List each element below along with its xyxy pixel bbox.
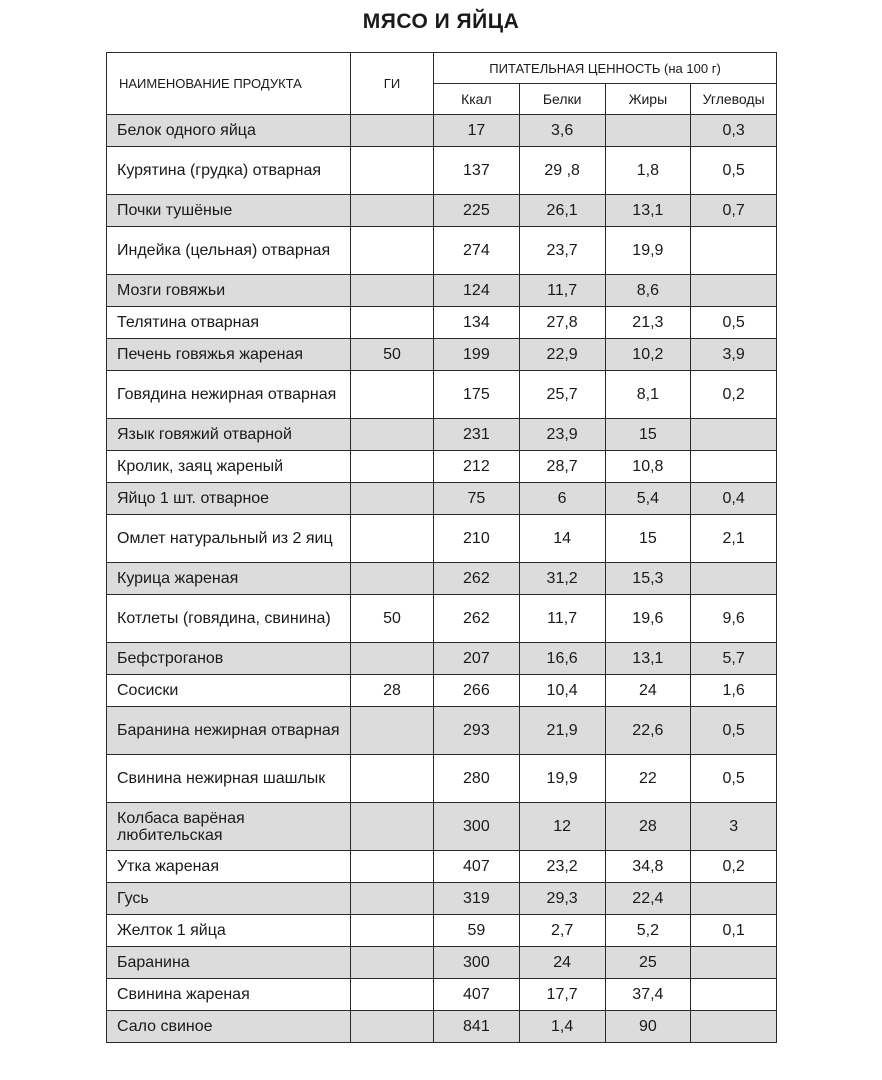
kcal-cell: 75 [434,483,520,515]
kcal-cell: 407 [434,979,520,1011]
table-row [107,307,777,339]
table-row [107,419,777,451]
fat-cell: 37,4 [605,979,691,1011]
table-row [107,371,777,419]
kcal-cell: 210 [434,515,520,563]
carbs-cell [691,947,777,979]
protein-cell: 29 ,8 [519,147,605,195]
protein-cell: 1,4 [519,1011,605,1043]
protein-cell: 16,6 [519,643,605,675]
carbs-cell: 0,5 [691,707,777,755]
fat-cell: 1,8 [605,147,691,195]
fat-cell: 25 [605,947,691,979]
fat-cell: 5,2 [605,915,691,947]
kcal-cell: 134 [434,307,520,339]
protein-cell: 31,2 [519,563,605,595]
product-name-cell: Печень говяжья жареная [107,339,351,371]
fat-cell: 8,1 [605,371,691,419]
protein-cell: 11,7 [519,595,605,643]
product-name-cell: Индейка (цельная) отварная [107,227,351,275]
carbs-cell [691,1011,777,1043]
header-nutrition-group: ПИТАТЕЛЬНАЯ ЦЕННОСТЬ (на 100 г) [434,53,777,84]
carbs-cell: 0,4 [691,483,777,515]
header-kcal: Ккал [434,84,520,115]
carbs-cell [691,451,777,483]
gi-cell [351,563,434,595]
table-row [107,643,777,675]
kcal-cell: 300 [434,803,520,851]
product-name-cell: Гусь [107,883,351,915]
protein-cell: 27,8 [519,307,605,339]
table-row [107,915,777,947]
table-row [107,275,777,307]
fat-cell: 8,6 [605,275,691,307]
protein-cell: 6 [519,483,605,515]
carbs-cell [691,275,777,307]
gi-cell [351,227,434,275]
gi-cell [351,755,434,803]
table-body [107,115,777,1043]
fat-cell: 19,6 [605,595,691,643]
product-name-cell: Курица жареная [107,563,351,595]
table-row [107,595,777,643]
kcal-cell: 212 [434,451,520,483]
fat-cell: 24 [605,675,691,707]
table-row [107,979,777,1011]
product-name-cell: Почки тушёные [107,195,351,227]
kcal-cell: 407 [434,851,520,883]
product-name-cell: Баранина [107,947,351,979]
page-title: МЯСО И ЯЙЦА [362,10,520,33]
table-header [107,53,777,115]
gi-cell [351,115,434,147]
kcal-cell: 59 [434,915,520,947]
protein-cell: 2,7 [519,915,605,947]
carbs-cell [691,227,777,275]
gi-cell [351,947,434,979]
carbs-cell: 2,1 [691,515,777,563]
table-row [107,515,777,563]
gi-cell [351,371,434,419]
carbs-cell [691,883,777,915]
kcal-cell: 293 [434,707,520,755]
carbs-cell: 9,6 [691,595,777,643]
product-name-cell: Яйцо 1 шт. отварное [107,483,351,515]
gi-cell [351,275,434,307]
kcal-cell: 199 [434,339,520,371]
kcal-cell: 225 [434,195,520,227]
table-row [107,803,777,851]
table-row [107,115,777,147]
product-name-cell: Сосиски [107,675,351,707]
gi-cell [351,979,434,1011]
fat-cell: 34,8 [605,851,691,883]
protein-cell: 19,9 [519,755,605,803]
gi-cell [351,515,434,563]
fat-cell: 10,2 [605,339,691,371]
kcal-cell: 841 [434,1011,520,1043]
table-row [107,483,777,515]
protein-cell: 21,9 [519,707,605,755]
protein-cell: 25,7 [519,371,605,419]
table-row [107,339,777,371]
protein-cell: 22,9 [519,339,605,371]
gi-cell [351,643,434,675]
kcal-cell: 231 [434,419,520,451]
product-name-cell: Кролик, заяц жареный [107,451,351,483]
fat-cell: 13,1 [605,643,691,675]
product-name-cell: Свинина жареная [107,979,351,1011]
protein-cell: 3,6 [519,115,605,147]
header-carbs: Углеводы [691,84,777,115]
table-row [107,707,777,755]
fat-cell: 22,6 [605,707,691,755]
fat-cell: 90 [605,1011,691,1043]
fat-cell: 22 [605,755,691,803]
gi-cell: 28 [351,675,434,707]
protein-cell: 26,1 [519,195,605,227]
table-row [107,563,777,595]
carbs-cell [691,419,777,451]
fat-cell: 15 [605,515,691,563]
kcal-cell: 137 [434,147,520,195]
kcal-cell: 262 [434,595,520,643]
product-name-cell: Утка жареная [107,851,351,883]
carbs-cell: 0,5 [691,147,777,195]
table-row [107,195,777,227]
product-name-cell: Баранина нежирная отварная [107,707,351,755]
protein-cell: 23,7 [519,227,605,275]
carbs-cell: 5,7 [691,643,777,675]
carbs-cell: 3 [691,803,777,851]
table-row [107,947,777,979]
table-row [107,755,777,803]
protein-cell: 14 [519,515,605,563]
kcal-cell: 262 [434,563,520,595]
gi-cell [351,1011,434,1043]
fat-cell [605,115,691,147]
kcal-cell: 319 [434,883,520,915]
product-name-cell: Курятина (грудка) отварная [107,147,351,195]
carbs-cell: 0,1 [691,915,777,947]
fat-cell: 19,9 [605,227,691,275]
protein-cell: 17,7 [519,979,605,1011]
protein-cell: 23,2 [519,851,605,883]
gi-cell [351,307,434,339]
kcal-cell: 274 [434,227,520,275]
kcal-cell: 207 [434,643,520,675]
fat-cell: 28 [605,803,691,851]
gi-cell: 50 [351,595,434,643]
table-row [107,675,777,707]
gi-cell [351,419,434,451]
table-row [107,883,777,915]
gi-cell [351,483,434,515]
carbs-cell [691,979,777,1011]
protein-cell: 23,9 [519,419,605,451]
carbs-cell: 3,9 [691,339,777,371]
kcal-cell: 280 [434,755,520,803]
product-name-cell: Сало свиное [107,1011,351,1043]
header-protein: Белки [519,84,605,115]
carbs-cell: 0,5 [691,755,777,803]
gi-cell [351,803,434,851]
protein-cell: 12 [519,803,605,851]
gi-cell [351,883,434,915]
fat-cell: 5,4 [605,483,691,515]
product-name-cell: Котлеты (говядина, свинина) [107,595,351,643]
product-name-cell: Телятина отварная [107,307,351,339]
product-name-cell: Колбаса варёная любительская [107,803,351,851]
kcal-cell: 17 [434,115,520,147]
header-product-name: НАИМЕНОВАНИЕ ПРОДУКТА [107,53,351,115]
gi-cell [351,147,434,195]
carbs-cell: 0,2 [691,371,777,419]
product-name-cell: Желток 1 яйца [107,915,351,947]
fat-cell: 22,4 [605,883,691,915]
product-name-cell: Мозги говяжьи [107,275,351,307]
table-row [107,227,777,275]
header-gi: ГИ [351,53,434,115]
fat-cell: 13,1 [605,195,691,227]
fat-cell: 15 [605,419,691,451]
carbs-cell: 0,7 [691,195,777,227]
carbs-cell: 0,3 [691,115,777,147]
kcal-cell: 124 [434,275,520,307]
kcal-cell: 266 [434,675,520,707]
gi-cell [351,451,434,483]
product-name-cell: Говядина нежирная отварная [107,371,351,419]
gi-cell [351,707,434,755]
protein-cell: 11,7 [519,275,605,307]
product-name-cell: Бефстроганов [107,643,351,675]
protein-cell: 24 [519,947,605,979]
carbs-cell [691,563,777,595]
carbs-cell: 1,6 [691,675,777,707]
nutrition-table [106,52,777,1043]
gi-cell [351,915,434,947]
table-row [107,851,777,883]
kcal-cell: 175 [434,371,520,419]
product-name-cell: Язык говяжий отварной [107,419,351,451]
header-fat: Жиры [605,84,691,115]
protein-cell: 10,4 [519,675,605,707]
fat-cell: 15,3 [605,563,691,595]
gi-cell [351,851,434,883]
fat-cell: 10,8 [605,451,691,483]
table-row [107,1011,777,1043]
carbs-cell: 0,5 [691,307,777,339]
carbs-cell: 0,2 [691,851,777,883]
product-name-cell: Свинина нежирная шашлык [107,755,351,803]
fat-cell: 21,3 [605,307,691,339]
product-name-cell: Омлет натуральный из 2 яиц [107,515,351,563]
protein-cell: 28,7 [519,451,605,483]
gi-cell [351,195,434,227]
gi-cell: 50 [351,339,434,371]
kcal-cell: 300 [434,947,520,979]
protein-cell: 29,3 [519,883,605,915]
table-row [107,147,777,195]
table-row [107,451,777,483]
product-name-cell: Белок одного яйца [107,115,351,147]
